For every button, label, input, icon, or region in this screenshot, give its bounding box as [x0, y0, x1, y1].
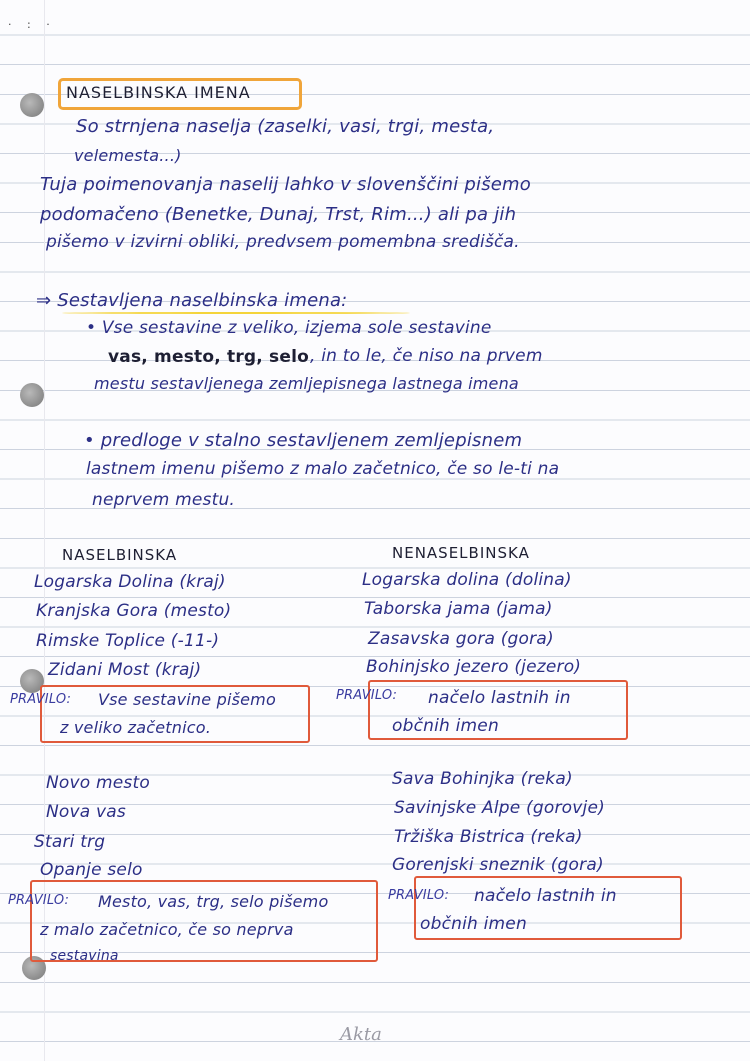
- intro-line-2: velemesta...): [74, 146, 182, 165]
- right-col-item-1: Logarska dolina (dolina): [362, 570, 572, 590]
- right-col-item-3: Zasavska gora (gora): [368, 629, 554, 649]
- paper-specks: · : ·: [8, 18, 56, 31]
- intro-line-4: podomačeno (Benetke, Dunaj, Trst, Rim...) ali pa jih: [40, 204, 517, 225]
- bullet-1-keywords: vas, mesto, trg, selo: [108, 347, 310, 367]
- bullet-2-line-2: lastnem imenu pišemo z malo začetnico, če so le-ti na: [86, 459, 560, 479]
- right-col-item-2: Taborska jama (jama): [364, 599, 553, 619]
- intro-line-1: So strnjena naselja (zaselki, vasi, trgi, mesta,: [76, 116, 495, 137]
- left-col-heading: NASELBINSKA: [62, 546, 178, 564]
- binder-hole-2: [20, 383, 44, 407]
- bullet-1-line-3: mestu sestavljenega zemljepisnega lastnega imena: [94, 374, 519, 393]
- left-col-item-3: Rimske Toplice (-11-): [36, 631, 220, 651]
- bullet-2-line-3: neprvem mestu.: [92, 490, 236, 510]
- right-col-heading: NENASELBINSKA: [392, 544, 530, 562]
- right2-rule-text-1: načelo lastnih in: [474, 886, 617, 906]
- right-rule-text-1: načelo lastnih in: [428, 688, 571, 708]
- left2-rule-text-3: sestavina: [50, 948, 119, 964]
- intro-line-5: pišemo v izvirni obliki, predvsem pomembna središča.: [46, 232, 520, 252]
- left2-item-4: Opanje selo: [40, 860, 143, 880]
- right-rule-label: PRAVILO:: [336, 688, 398, 703]
- left2-item-2: Nova vas: [46, 802, 126, 822]
- page-title: NASELBINSKA IMENA: [66, 83, 251, 102]
- left-rule-label: PRAVILO:: [10, 692, 72, 707]
- left2-rule-text-2: z malo začetnico, če so neprva: [40, 920, 294, 939]
- right2-item-1: Sava Bohinjka (reka): [392, 769, 573, 789]
- left-col-item-1: Logarska Dolina (kraj): [34, 572, 226, 592]
- binder-hole-1: [20, 93, 44, 117]
- sub-heading-underline: [62, 312, 410, 314]
- paper-brand-signature: Akta: [340, 1024, 382, 1045]
- bullet-1-line-1: • Vse sestavine z veliko, izjema sole sestavine: [86, 318, 492, 338]
- left2-rule-text-1: Mesto, vas, trg, selo pišemo: [98, 892, 329, 911]
- left2-item-1: Novo mesto: [46, 773, 150, 793]
- right2-rule-text-2: občnih imen: [420, 914, 527, 934]
- left2-item-3: Stari trg: [34, 832, 106, 852]
- right2-item-3: Tržiška Bistrica (reka): [394, 827, 583, 847]
- sub-heading: ⇒ Sestavljena naselbinska imena:: [36, 290, 348, 311]
- left-rule-text-1: Vse sestavine pišemo: [98, 690, 276, 709]
- left2-rule-label: PRAVILO:: [8, 893, 70, 908]
- right2-rule-label: PRAVILO:: [388, 888, 450, 903]
- intro-line-3: Tuja poimenovanja naselij lahko v slovenščini pišemo: [40, 174, 532, 195]
- right-col-item-4: Bohinjsko jezero (jezero): [366, 657, 582, 677]
- left-col-item-2: Kranjska Gora (mesto): [36, 601, 232, 621]
- left-col-item-4: Zidani Most (kraj): [48, 660, 202, 680]
- bullet-1-line-2: , in to le, če niso na prvem: [310, 346, 543, 366]
- right2-item-2: Savinjske Alpe (gorovje): [394, 798, 605, 818]
- left-rule-text-2: z veliko začetnico.: [60, 718, 212, 737]
- right-rule-text-2: občnih imen: [392, 716, 499, 736]
- right2-item-4: Gorenjski sneznik (gora): [392, 855, 604, 875]
- bullet-2-line-1: • predloge v stalno sestavljenem zemljepisnem: [84, 430, 523, 451]
